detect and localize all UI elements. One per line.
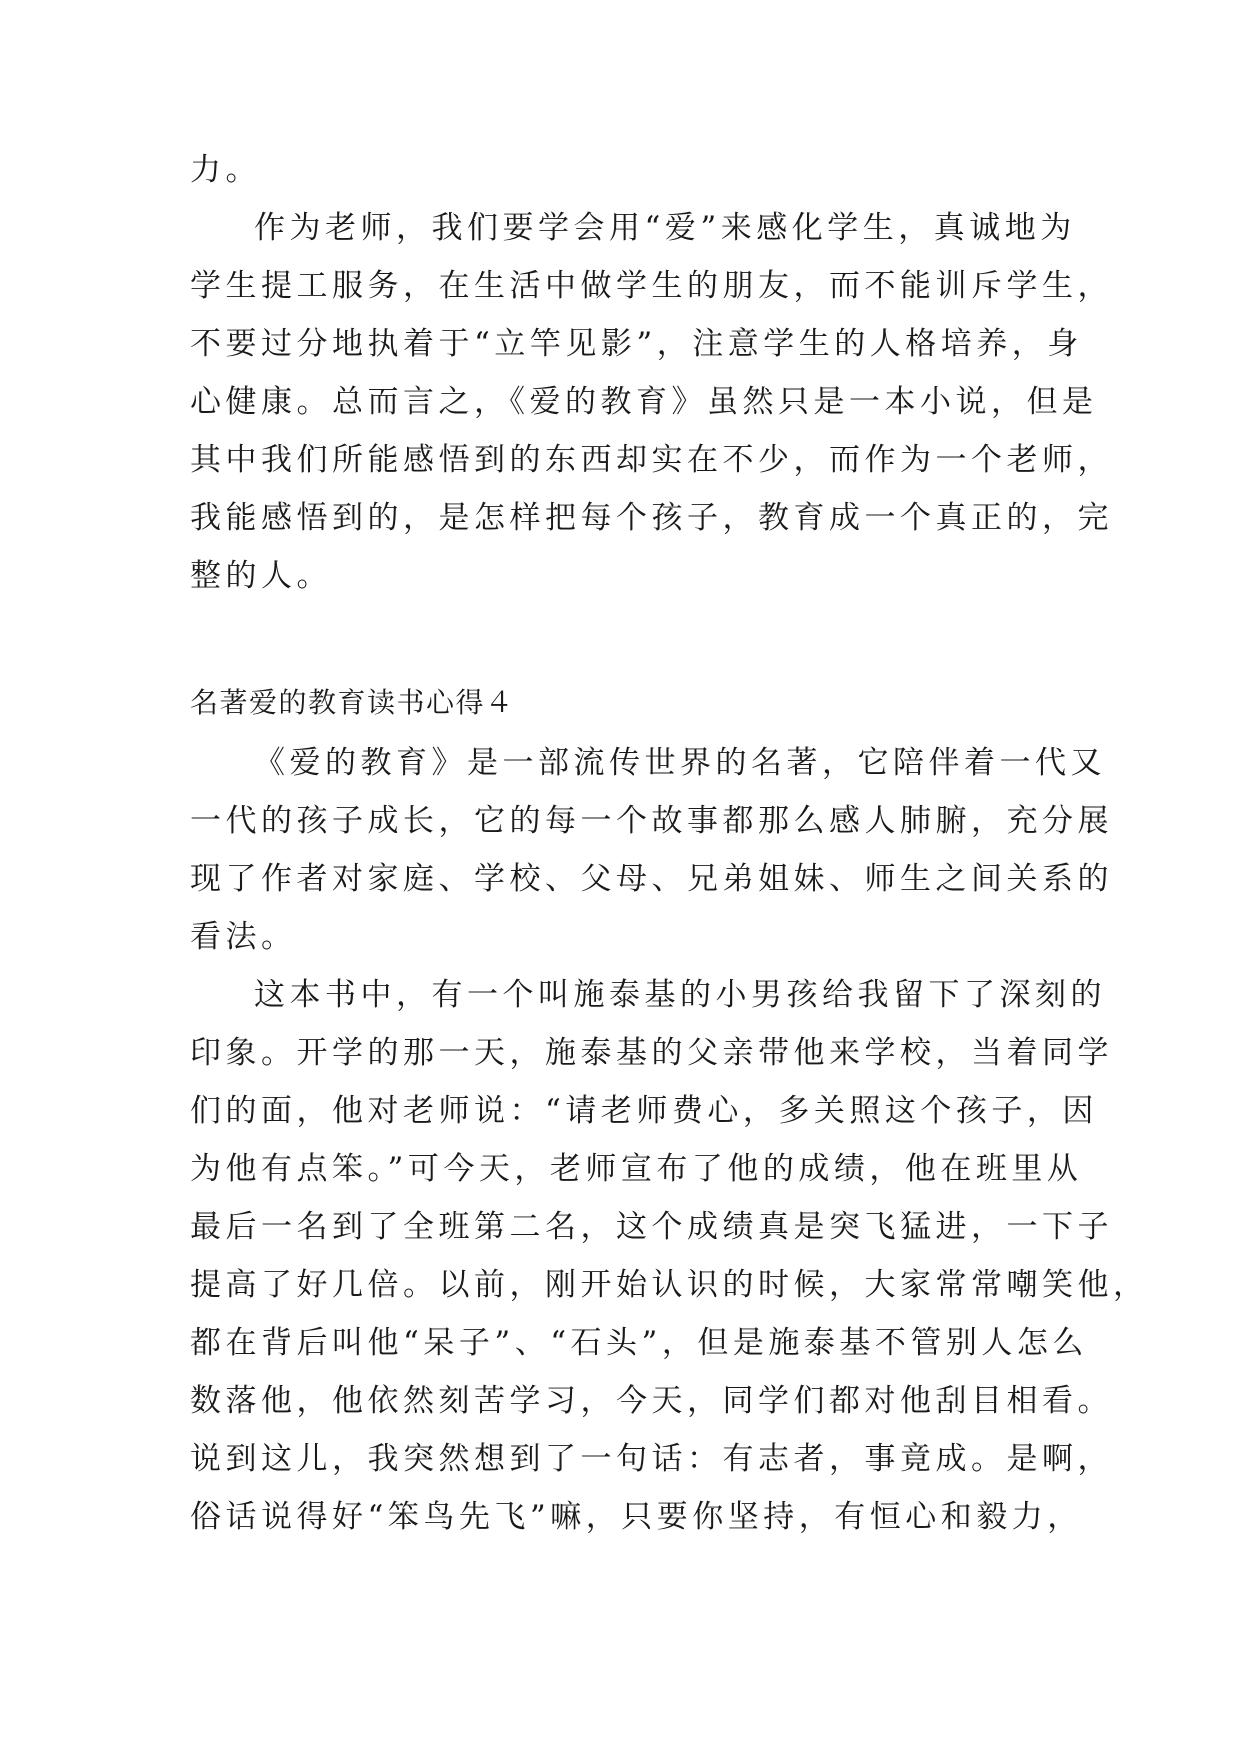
- paragraph-line: 俗话说得好“笨鸟先飞”嘛，只要你坚持，有恒心和毅力，: [190, 1499, 1083, 1535]
- paragraph-line: 现了作者对家庭、学校、父母、兄弟姐妹、师生之间关系的: [190, 861, 1113, 897]
- paragraph-line: 力。: [190, 152, 261, 188]
- paragraph-line: 学生提工服务，在生活中做学生的朋友，而不能训斥学生，: [190, 268, 1113, 304]
- paragraph-line: 作为老师，我们要学会用“爱”来感化学生，真诚地为: [254, 210, 1076, 246]
- paragraph-line: 们的面，他对老师说：“请老师费心，多关照这个孩子，因: [190, 1093, 1098, 1129]
- paragraph-line: 最后一名到了全班第二名，这个成绩真是突飞猛进，一下子: [190, 1209, 1113, 1245]
- paragraph-line: 我能感悟到的，是怎样把每个孩子，教育成一个真正的，完: [190, 500, 1113, 536]
- paragraph-line: 这本书中，有一个叫施泰基的小男孩给我留下了深刻的: [254, 977, 1106, 1013]
- paragraph-line: 整的人。: [190, 558, 332, 594]
- paragraph-line: 看法。: [190, 919, 297, 955]
- paragraph-line: 印象。开学的那一天，施泰基的父亲带他来学校，当着同学: [190, 1035, 1113, 1071]
- paragraph-line: 一代的孩子成长，它的每一个故事都那么感人肺腑，充分展: [190, 803, 1113, 839]
- paragraph-line: 都在背后叫他“呆子”、“石头”，但是施泰基不管别人怎么: [190, 1325, 1088, 1361]
- paragraph-line: 为他有点笨。”可今天，老师宣布了他的成绩，他在班里从: [190, 1151, 1083, 1187]
- paragraph-line: 其中我们所能感悟到的东西却实在不少，而作为一个老师，: [190, 442, 1113, 478]
- paragraph-line: 《爱的教育》是一部流传世界的名著，它陪伴着一代又: [254, 745, 1106, 781]
- paragraph-line: 心健康。总而言之，《爱的教育》虽然只是一本小说，但是: [190, 384, 1098, 420]
- section-heading: 名著爱的教育读书心得４: [190, 686, 515, 719]
- paragraph-line: 不要过分地执着于“立竿见影”，注意学生的人格培养，身: [190, 326, 1083, 362]
- paragraph-line: 提高了好几倍。以前，刚开始认识的时候，大家常常嘲笑他，: [190, 1267, 1149, 1303]
- paragraph-line: 说到这儿，我突然想到了一句话：有志者，事竟成。是啊，: [190, 1441, 1113, 1477]
- paragraph-line: 数落他，他依然刻苦学习，今天，同学们都对他刮目相看。: [190, 1383, 1113, 1419]
